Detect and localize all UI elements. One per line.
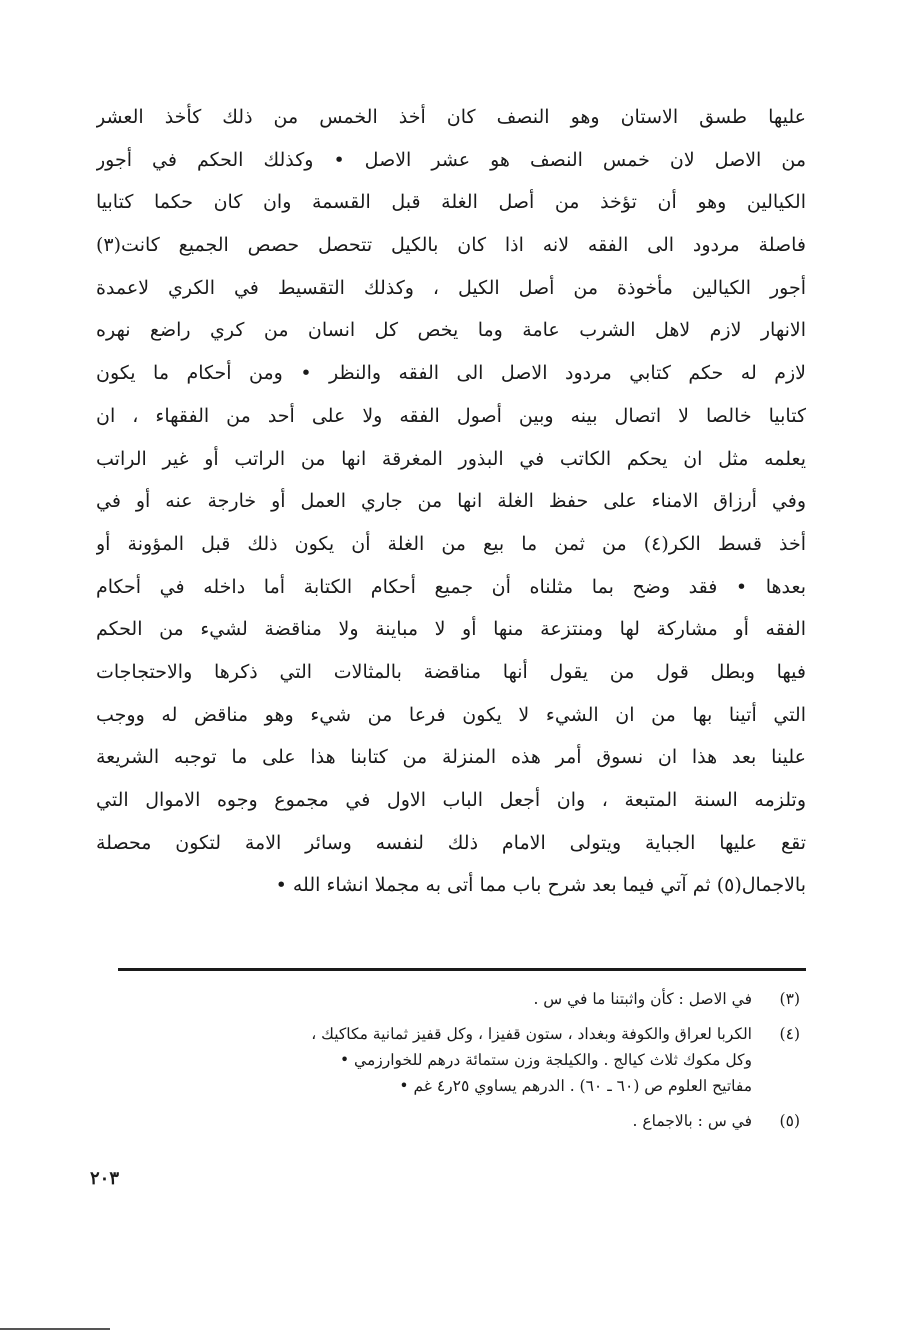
text-line: بعدها • فقد وضح بما مثلناه أن جميع أحكام الكتابة أما داخله في أحكام: [96, 575, 806, 598]
text-line: وفي أرزاق الامناء على حفظ الغلة انها من جاري العمل أو خارجة عنه أو في: [96, 490, 806, 513]
text-line: علينا بعد هذا ان نسوق أمر هذه المنزلة من كتابنا هذا على ما توجبه الشريعة: [96, 746, 806, 769]
footnote-number: (٥): [779, 1112, 800, 1130]
text-line: فيها وبطل قول من يقول أنها مناقضة بالمثالات التي ذكرها والاحتجاجات: [96, 660, 806, 683]
text-line: التي أتينا بها من ان الشيء لا يكون فرعا من شيء وهو مناقض له ووجب: [96, 703, 806, 726]
footnote-number: (٣): [779, 990, 800, 1008]
text-line: وتلزمه السنة المتبعة ، وان أجعل الباب الاول في مجموع وجوه الاموال التي: [96, 789, 806, 811]
footnote-text-line: في الاصل : كأن واثبتنا ما في س .: [533, 990, 752, 1008]
text-line: الكيالين وهو أن تؤخذ من أصل الغلة قبل القسمة وان كان حكما كتابيا: [96, 191, 806, 214]
main-text-block: [96, 96, 806, 907]
footnote-separator-rule: [118, 968, 806, 971]
footnote-text-line: وكل مكوك ثلاث كيالج . والكيلجة وزن ستمائة درهم للخوارزمي •: [339, 1051, 752, 1069]
footnote: [96, 986, 800, 1012]
text-line: الانهار لازم لاهل الشرب عامة وما يخص كل انسان من كري راضع نهره: [96, 319, 806, 342]
text-line: كتابيا خالصا لا اتصال بينه وبين أصول الفقه ولا على أحد من الفقهاء ، ان: [96, 404, 806, 427]
footnote-text-line: مفاتيح العلوم ص (٦٠ ـ ٦٠) . الدرهم يساوي ٢٥ر٤ غم •: [399, 1077, 752, 1095]
text-line: يعلمه مثل ان يحكم الكاتب في البذور المغرقة انها من الراتب أو غير الراتب: [96, 447, 806, 470]
footnote: [96, 1108, 800, 1134]
footnote-text-line: في س : بالاجماع .: [632, 1112, 752, 1130]
text-line: تقع عليها الجباية ويتولى الامام ذلك لنفسه وسائر الامة لتكون محصلة: [96, 831, 806, 854]
footnote: [96, 1021, 800, 1099]
text-line: فاصلة مردود الى الفقه لانه اذا كان بالكيل تتحصل حصص الجميع كانت(٣): [96, 234, 806, 257]
text-line: بالاجمال(٥) ثم آتي فيما بعد شرح باب مما أتى به مجملا انشاء الله •: [275, 874, 806, 897]
text-line: من الاصل لان خمس النصف هو عشر الاصل • وكذلك الحكم في أجور: [96, 148, 806, 171]
footnote-number: (٤): [779, 1025, 800, 1043]
text-line: أخذ قسط الكر(٤) من ثمن ما بيع من الغلة أن يكون ذلك قبل المؤونة أو: [96, 532, 806, 555]
text-line: عليها طسق الاستان وهو النصف كان أخذ الخمس من ذلك كأخذ العشر: [96, 106, 806, 128]
page-number: ٢٠٣: [90, 1168, 120, 1189]
scan-edge-mark: [0, 1328, 110, 1330]
text-line: لازم له حكم كتابي مردود الاصل الى الفقه والنظر • ومن أحكام ما يكون: [96, 362, 806, 385]
footnotes-block: [96, 986, 800, 1143]
text-line: الفقه أو مشاركة لها ومنتزعة منها أو لا مباينة ولا مناقضة لشيء من الحكم: [96, 618, 806, 641]
text-line: أجور الكيالين مأخوذة من أصل الكيل ، وكذلك التقسيط في الكري لاعمدة: [96, 276, 806, 299]
footnote-text-line: الكربا لعراق والكوفة وبغداد ، ستون قفيزا ، وكل قفيز ثمانية مكاكيك ،: [311, 1025, 752, 1043]
